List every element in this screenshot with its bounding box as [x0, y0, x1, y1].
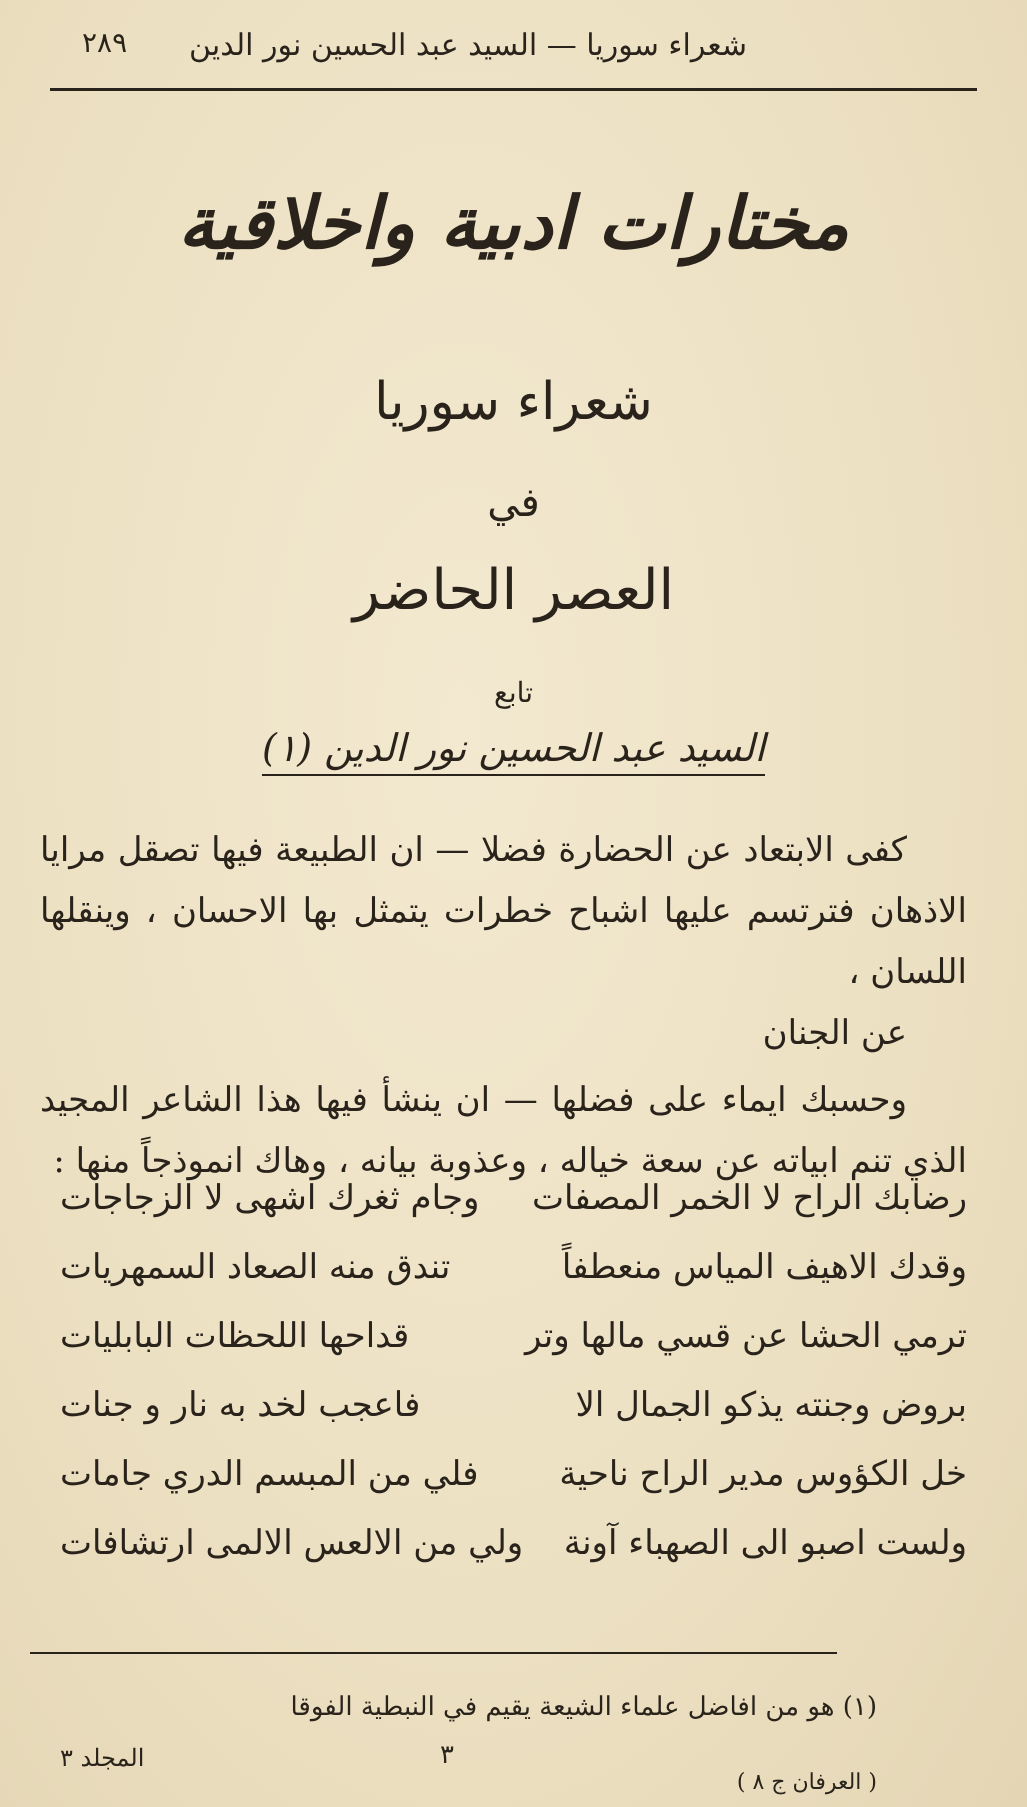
- poet-name: [0, 726, 1027, 770]
- journal-label: ( العرفان ج ٨ ): [736, 1770, 877, 1795]
- volume-label: المجلد ٣: [60, 1744, 145, 1772]
- paragraph-line: وحسبك ايماء على فضلها — ان ينشأ فيها هذا الشاعر المجيد الذي تنم: [40, 1080, 967, 1181]
- verse-first-hemistich: ولست اصبو الى الصهباء آونة: [563, 1523, 967, 1563]
- running-title: شعراء سوريا — السيد عبد الحسين نور الدين: [189, 28, 747, 63]
- paragraph-line: عن الجنان: [762, 1013, 907, 1053]
- footnote-rule: [30, 1652, 837, 1654]
- verse-line: [60, 1454, 967, 1523]
- section-subtitle: شعراء سوريا: [374, 372, 653, 432]
- verse-second-hemistich: ولي من الالعس الالمى ارتشافات: [60, 1523, 524, 1563]
- continued-label: تابع: [493, 676, 534, 709]
- verse-first-hemistich: ترمي الحشا عن قسي مالها وتر: [525, 1316, 967, 1356]
- verse-first-hemistich: خل الكؤوس مدير الراح ناحية: [559, 1454, 967, 1494]
- verse-line: [60, 1247, 967, 1316]
- poet-name-text: السيد عبد الحسين نور الدين (١): [262, 726, 765, 776]
- verse-first-hemistich: وقدك الاهيف المياس منعطفاً: [561, 1247, 967, 1287]
- footnote: (١) هو من افاضل علماء الشيعة يقيم في النبطية الفوقا: [290, 1692, 877, 1722]
- subtitle-preposition: في: [487, 480, 540, 526]
- verse-line: [60, 1523, 967, 1592]
- verse-second-hemistich: فلي من المبسم الدري جامات: [60, 1454, 479, 1494]
- header-rule: [50, 88, 977, 91]
- verse-second-hemistich: وجام ثغرك اشهى لا الزجاجات: [60, 1178, 480, 1218]
- era-heading: العصر الحاضر: [352, 558, 675, 623]
- intro-paragraph: [40, 820, 967, 1064]
- poem-verses: [60, 1178, 967, 1592]
- paragraph-line: كفى الابتعاد عن الحضارة فضلا — ان الطبيعة فيها تصقل مرايا: [40, 830, 907, 870]
- paragraph-line: الاذهان فترتسم عليها اشباح خطرات يتمثل بها الاحسان ، وينقلها اللسان ،: [40, 891, 967, 992]
- verse-second-hemistich: قداحها اللحظات البابليات: [60, 1316, 410, 1356]
- second-paragraph: [40, 1070, 967, 1192]
- verse-second-hemistich: تندق منه الصعاد السمهريات: [60, 1247, 451, 1287]
- signature-mark: ٣: [440, 1740, 454, 1770]
- verse-second-hemistich: فاعجب لخد به نار و جنات: [60, 1385, 421, 1425]
- verse-line: [60, 1385, 967, 1454]
- page-number: ٢٨٩: [82, 26, 128, 59]
- section-title: مختارات ادبية واخلاقية: [178, 180, 849, 265]
- paragraph-line: ابياته عن سعة خياله ، وعذوبة بيانه ، وهاك انموذجاً منها :: [53, 1141, 839, 1181]
- verse-line: [60, 1316, 967, 1385]
- running-header: [50, 22, 977, 72]
- verse-line: [60, 1178, 967, 1247]
- verse-first-hemistich: رضابك الراح لا الخمر المصفات: [531, 1178, 967, 1218]
- verse-first-hemistich: بروض وجنته يذكو الجمال الا: [575, 1385, 967, 1425]
